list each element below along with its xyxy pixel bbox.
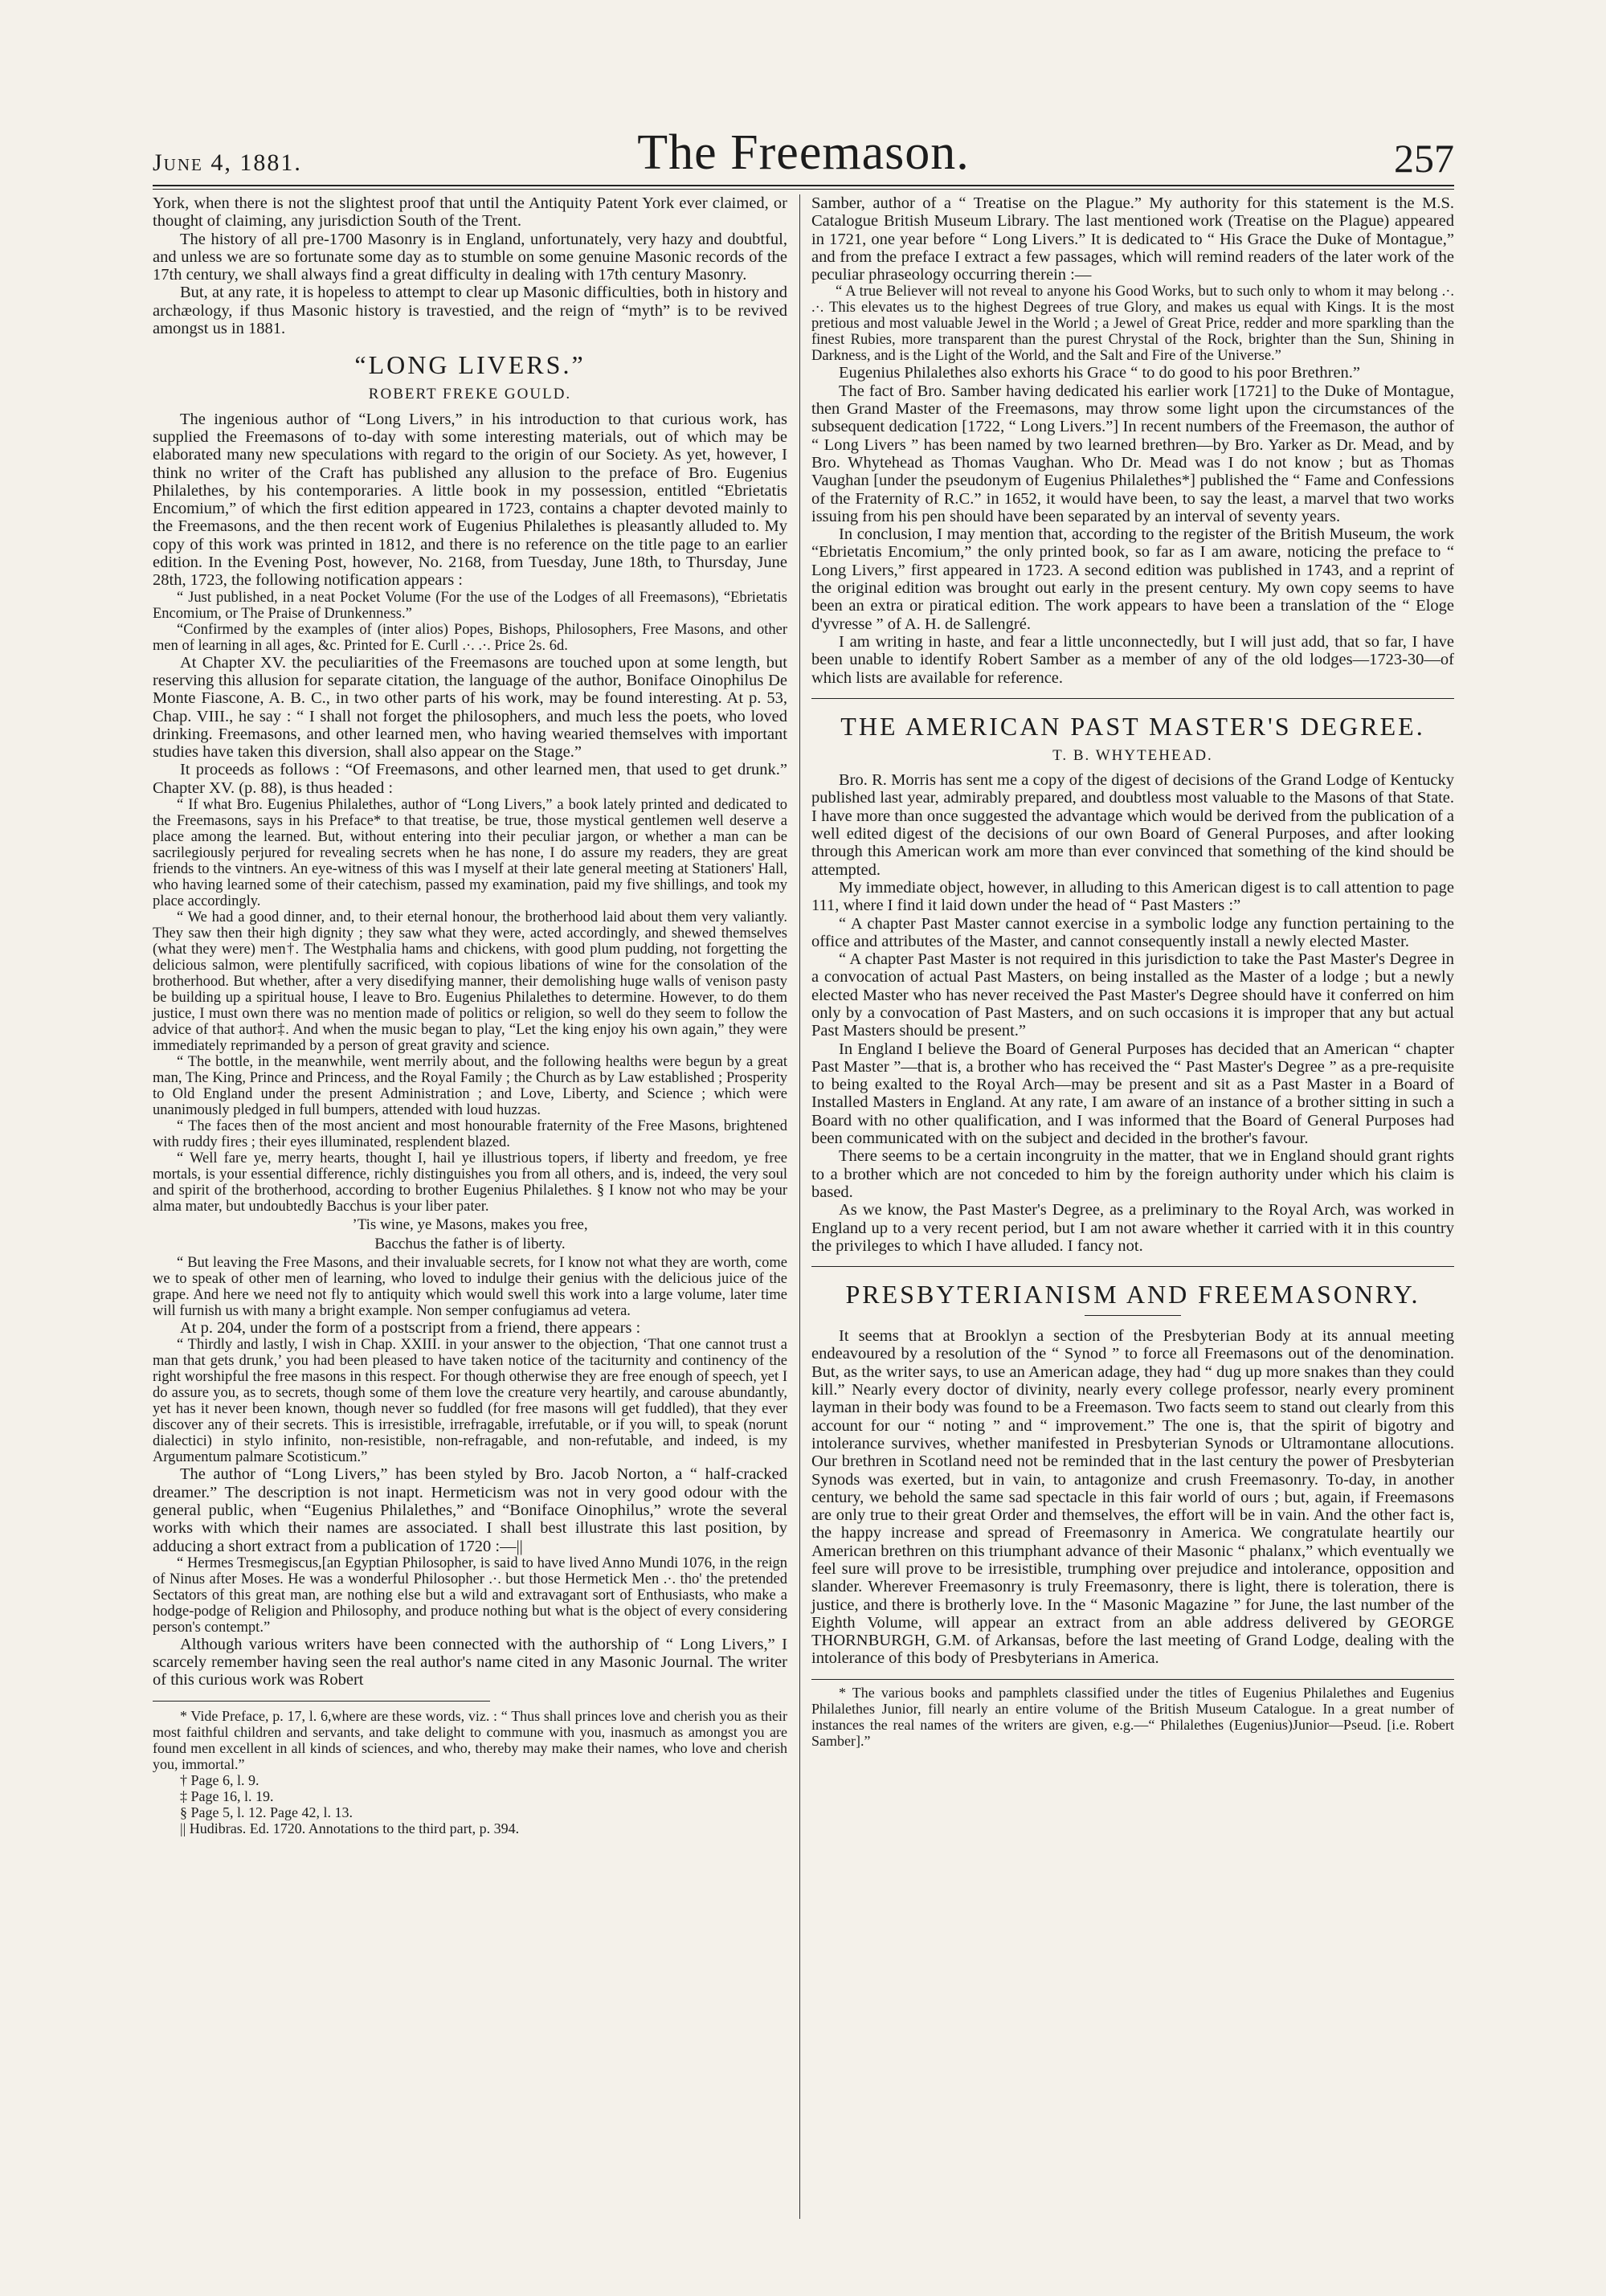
footnote: * The various books and pamphlets classified under the titles of Eugenius Philalethes and Eugenius Philalethes Junior, fill nearly an entire volume of the British Museum Catalogue. In a great number of instances the real names of the writers are given, e.g.—“ Philalethes (Eugenius)Junior—Pseud. [i.e. Robert Samber].” [811,1684,1454,1749]
masthead [153,121,1454,185]
paragraph: My immediate object, however, in alluding to this American digest is to call attention to page 111, where I find it laid down under the head of “ Past Masters :” [811,878,1454,915]
section-rule [811,698,1454,699]
paragraph: There seems to be a certain incongruity in the matter, that we in England should grant rights to a brother which are not conceded to him by the foreign authority under which his claim is based. [811,1147,1454,1201]
quote: “ The faces then of the most ancient and most honourable fraternity of the Free Masons, brightened with ruddy fires ; their eyes illuminated, resplendent blazed. [153,1118,787,1151]
quote: “ A true Believer will not reveal to anyone his Good Works, but to such only to whom it may belong .·. .·. This elevates us to the highest Degrees of true Glory, and makes us equal with Kings. It is the most pretious and most valuable Jewel in the World ; a Jewel of Great Price, redder and more sparkling than the finest Rubies, more transparent than the purest Chrystal of the Rock, brighter than the Sun, Shining in Darkness, and is the Light of the World, and the Salt and Fire of the Universe.” [811,284,1454,365]
footnote-rule [811,1679,1454,1680]
verse-line: ’Tis wine, ye Masons, makes you free, [352,1216,588,1234]
paragraph: In England I believe the Board of General Purposes has decided that an American “ chapter Past Master ”—that is, a brother who has received the “ Past Master's Degree ” as a pre-requisite to being exalted to the Royal Arch—may be present and sit as a Past Master in a Board of Installed Masters in England. At any rate, I am aware of an instance of a brother sitting in such a Board with no other qualification, and I was informed that the Board of General Purposes had been communicated with on the subject and decided in the brother's favour. [811,1040,1454,1148]
quote: “ Thirdly and lastly, I wish in Chap. XXIII. in your answer to the objection, ‘That one cannot trust a man that gets drunk,’ you had been pleased to have taken notice of the taciturnity and continency of the right worshipful the free masons in this respect. For though otherwise they are free enough of speech, yet I do assure you, as to secrets, though some of them love the creature very heartily, and carouse abundantly, yet has it never been known, though never so fuddled (for free masons will get fuddled), that they ever discover any of their secrets. This is irresistible, irrefragable, irrefutable, or if you will, to speak (norunt dialectici) in stylo infinito, non-resistible, non-refragable, and non-refutable, and indeed, is my Argumentum palmare Scotisticum.” [153,1337,787,1466]
heading-rule [1085,1315,1181,1316]
paragraph: As we know, the Past Master's Degree, as a preliminary to the Royal Arch, was worked in England up to a very recent period, but I am not aware whether it carried with it in this country the privileges to which I have alluded. I fancy not. [811,1201,1454,1255]
paragraph: The fact of Bro. Samber having dedicated his earlier work [1721] to the Duke of Montague, then Grand Master of the Freemasons, may throw some light upon the circumstances of the subsequent dedication [1722, “ Long Livers.”] In recent numbers of the Freemason, the author of “ Long Livers ” has been named by two learned brethren—by Bro. Yarker as Dr. Mead, and by Bro. Whytehead as Thomas Vaughan. Who Dr. Mead was I do not know ; but as Thomas Vaughan [under the pseudonym of Eugenius Philalethes*] published the “ Fame and Confessions of the Fraternity of R.C.” in 1652, it would have been, to say the least, a marvel that two works issuing from his pen should have been separated by an interval of seventy years. [811,382,1454,525]
paragraph: York, when there is not the slightest proof that until the Antiquity Patent York ever claimed, or thought of claiming, any jurisdiction South of the Trent. [153,194,787,231]
paragraph: I am writing in haste, and fear a little unconnectedly, but I will just add, that so far, I have been unable to identify Robert Samber as a member of any of the old lodges—1723-30—of which lists are available for reference. [811,632,1454,687]
quote: “ But leaving the Free Masons, and their invaluable secrets, for I know not what they are worth, come we to speak of other men of learning, who loved to indulge their genius with the delicious juice of the grape. And here we need not fly to antiquity which would swell this work into a large volume, later time will furnish us with many a bright example. Non semper confugiamus ad vetera. [153,1255,787,1320]
header-rule [153,185,1454,186]
article-byline: T. B. WHYTEHEAD. [1052,746,1213,764]
footnote-rule [153,1701,490,1702]
paragraph: In conclusion, I may mention that, according to the register of the British Museum, the work “Ebrietatis Encomium,” the only printed book, so far as I am aware, noticing the preface to “ Long Livers,” first appeared in 1723. A second edition was published in 1743, and a reprint of the original edition was brought out early in the present century. My own copy seems to have been an extra or piratical edition. The work appears to have been a translation of the “ Eloge d'yvresse ” of A. H. de Sallengré. [811,525,1454,633]
paragraph: But, at any rate, it is hopeless to attempt to clear up Masonic difficulties, both in history and archæology, if thus Masonic history is travestied, and the reign of “myth” is to be revived amongst us in 1881. [153,284,787,338]
footnote: † Page 6, l. 9. [180,1771,259,1788]
footnote: * Vide Preface, p. 17, l. 6,where are these words, viz. : “ Thus shall princes love and cherish you as their most faithful children and servants, and take delight to commune with you, inasmuch as amongst you are found men excellent in all kinds of sciences, and who, thereby may make their names, who love and cherish you, immortal.” [153,1707,787,1772]
paragraph: Samber, author of a “ Treatise on the Plague.” My authority for this statement is the M.S. Catalogue British Museum Library. The last mentioned work (Treatise on the Plague) appeared in 1721, one year before “ Long Livers.” It is dedicated to “ His Grace the Duke of Montague,” and from the preface I extract a few passages, which will remind readers of the later work of the peculiar phraseology occurring therein :— [811,194,1454,284]
quote: “ If what Bro. Eugenius Philalethes, author of “Long Livers,” a book lately printed and dedicated to the Freemasons, says in his Preface* to that treatise, be true, those mystical gentlemen well deserve a place among the learned. But, without entering into their peculiar jargon, or whether a man can be sacrilegiously perjured for revealing secrets when he has none, I do assure my readers, they are great friends to the vintners. An eye-witness of this was I myself at their late general meeting at Stationers' Hall, who having learned some of their catechism, passed my examination, paid my five shillings, and took my place accordingly. [153,797,787,910]
verse-line: Bacchus the father is of liberty. [374,1236,566,1253]
paragraph: “ A chapter Past Master cannot exercise in a symbolic lodge any function pertaining to the office and attributes of the Master, and cannot consequently install a newly elected Master. [811,914,1454,950]
header-rule-thin [153,189,1454,190]
quote: “ We had a good dinner, and, to their eternal honour, the brotherhood laid about them very valiantly. They saw then their high dignity ; they saw what they were, acted accordingly, and shewed themselves (what they were) men†. The Westphalia hams and chickens, with good plum pudding, not forgetting the delicious salmon, were plentifully sacrificed, with copious libations of wine for the consolation of the brotherhood. But whether, after a very disedifying manner, their demolishing huge walls of venison pasty be building up a spiritual house, I leave to Bro. Eugenius Philalethes to determine. However, to do them justice, I must own there was no mention made of politics or religion, so well do they seem to follow the advice of that author‡. And when the music began to play, “Let the king enjoy his own again,” they were immediately reprimanded by a person of great gravity and science. [153,909,787,1055]
left-column [153,194,787,1836]
quote: “ Hermes Tresmegiscus,[an Egyptian Philosopher, is said to have lived Anno Mundi 1076, in the reign of Ninus after Moses. He was a wonderful Philosopher .·. but those Hermetick Men .·. tho' the pretended Sectators of this great man, are nothing else but a wild and extravagant sort of Enthusiasts, who make a hodge-podge of Religion and Philosophy, and produce nothing but what is the object of every considering person's contempt.” [153,1554,787,1636]
footnote: ‡ Page 16, l. 19. [180,1787,274,1804]
paragraph: The author of “Long Livers,” has been styled by Bro. Jacob Norton, a “ half-cracked dreamer.” The description is not inapt. Hermeticism was not in very good odour with the general public, when “Eugenius Philalethes,” and “Boniface Oinophilus,” wrote the several works with which their names are associated. I shall best illustrate this last position, by adducing a short extract from a publication of 1720 :—|| [153,1465,787,1555]
quote: “ Well fare ye, merry hearts, thought I, hail ye illustrious topers, if liberty and freedom, ye free mortals, is your essential difference, richly distinguishes you from all others, and is, indeed, the very soul and spirit of the brotherhood, according to brother Eugenius Philalethes. § I know not who may be your alma mater, but undoubtedly Bacchus is your liber pater. [153,1150,787,1215]
paragraph: Eugenius Philalethes also exhorts his Grace “ to do good to his poor Brethren.” [839,364,1361,382]
article-heading-presbyterianism: PRESBYTERIANISM AND FREEMASONRY. [845,1280,1420,1309]
paragraph: At p. 204, under the form of a postscript from a friend, there appears : [180,1319,641,1338]
article-heading-past-master: THE AMERICAN PAST MASTER'S DEGREE. [840,711,1425,741]
footnotes [811,1685,1454,1749]
right-column [811,194,1454,1749]
paragraph: It seems that at Brooklyn a section of the Presbyterian Body at its annual meeting endeavoured by a resolution of the “ Synod ” to force all Freemasons out of the denomination. But, as the writer says, to use an American adage, they had “ dug up more snakes than they could kill.” Nearly every doctor of divinity, nearly every college professor, nearly every prominent layman in their body was found to be a Freemason. Two facts seem to stand out clearly from this account for our “ noting ” and “ improvement.” The one is, that the spirit of bigotry and intolerance survives, whether manifested in Presbyterian Synods or Ultramontane allocutions. Our brethren in Scotland need not be reminded that in the last century the power of Presbyterian Synods was exerted, but in vain, to antagonize and crush Freemasonry. To-day, in another century, we behold the same sad spectacle in this fair world of ours ; but, again, if Freemasons are only true to their great Order and themselves, the effort will be in vain. And the other fact is, the happy increase and spread of Freemasonry in America. We congratulate heartily our American brethren on this triumphant advance of their Masonic “ phalanx,” which eventually we feel sure will prove to be irresistible, trumphing over prejudice and intolerance, opposition and slander. Wherever Freemasonry is truly Freemasonry, there is light, there is toleration, there is justice, and there is brotherly love. In the “ Masonic Magazine ” for June, the last number of the Eighth Volume, will appear an extract from an able address delivered by GEORGE THORNBURGH, G.M. of Arkansas, before the last meeting of Grand Lodge, dealing with the intolerance of this body of Presbyterians in America. [811,1327,1454,1668]
intro-section [153,194,787,337]
paragraph: Although various writers have been connected with the authorship of “ Long Livers,” I scarcely remember having seen the real author's name cited in any Masonic Journal. The writer of this curious work was Robert [153,1635,787,1689]
paragraph: The ingenious author of “Long Livers,” in his introduction to that curious work, has supplied the Freemasons of to-day with some interesting materials, out of which may be elaborated many new speculations with regard to the origin of our Society. As yet, however, I think no writer of the Craft has published any allusion to the preface of Bro. Eugenius Philalethes, by his contemporaries. A little book in my possession, entitled “Ebrietatis Encomium,” of which the first edition appeared in 1723, contains a chapter devoted mainly to the Freemasons, and the then recent work of Eugenius Philalethes is pleasantly alluded to. My copy of this work was printed in 1812, and there is no reference on the title page to an earlier edition. In the Evening Post, however, No. 2168, from Tuesday, June 18th, to Thursday, June 28th, 1723, the following notification appears : [153,410,787,590]
footnote: § Page 5, l. 12. Page 42, l. 13. [180,1804,353,1820]
article-heading-long-livers: “LONG LIVERS.” [354,350,586,380]
quote: “Confirmed by the examples of (inter alios) Popes, Bishops, Philosophers, Free Masons, and other men of learning in all ages, &c. Printed for E. Curll .·. .·. Price 2s. 6d. [153,621,787,654]
section-rule [811,1266,1454,1267]
page-number: 257 [1394,136,1454,181]
paragraph: “ A chapter Past Master is not required in this jurisdiction to take the Past Master's Degree in a convocation of actual Past Masters, on being installed as the Master of a lodge ; but a newly elected Master who has never received the Past Master's Degree should have it conferred on him only by a convocation of Past Masters, and on such occasions it is improper that any but actual Past Masters should be present.” [811,950,1454,1040]
quote: “ The bottle, in the meanwhile, went merrily about, and the following healths were begun by a great man, The King, Prince and Princess, and the Royal Family ; the Church as by Law established ; Prosperity to Old England under the present Administration ; and Love, Liberty, and Science ; which were unanimously pledged in full bumpers, attended with loud huzzas. [153,1054,787,1119]
newspaper-title: The Freemason. [637,125,970,180]
paragraph: Bro. R. Morris has sent me a copy of the digest of decisions of the Grand Lodge of Kentucky published last year, admirably prepared, and doubtless most valuable to the Masons of that State. I have more than once suggested the advantage which would be derived from the publication of a well edited digest of the decisions of our own Board of General Purposes, and after looking through this American work am more than ever convinced that something of the kind should be attempted. [811,771,1454,879]
quote: “ Just published, in a neat Pocket Volume (For the use of the Lodges of all Freemasons), “Ebrietatis Encomium, or The Praise of Drunkenness.” [153,589,787,622]
issue-date: June 4, 1881. [153,149,302,176]
footnotes [153,1708,787,1836]
footnote: || Hudibras. Ed. 1720. Annotations to the third part, p. 394. [180,1820,520,1836]
paragraph: At Chapter XV. the peculiarities of the Freemasons are touched upon at some length, but reserving this allusion for separate citation, the language of the author, Boniface Oinophilus De Monte Fiascone, A. B. C., in two other parts of his work, may be found interesting. At p. 53, Chap. VIII., he say : “ I shall not forget the philosophers, and much less the poets, who loved drinking. Freemasons, and other learned men, who having wearied themselves with important studies have taken this diversion, shall also appear on the Stage.” [153,653,787,762]
article-byline: ROBERT FREKE GOULD. [368,386,572,403]
paragraph: It proceeds as follows : “Of Freemasons, and other learned men, that used to get drunk.” Chapter XV. (p. 88), is thus headed : [153,761,787,797]
column-divider [799,194,800,2219]
paragraph: The history of all pre-1700 Masonry is in England, unfortunately, very hazy and doubtful, and unless we are so fortunate some day as to stumble on some genuine Masonic records of the 17th century, we shall always find a great difficulty in dealing with 17th century Masonry. [153,230,787,284]
